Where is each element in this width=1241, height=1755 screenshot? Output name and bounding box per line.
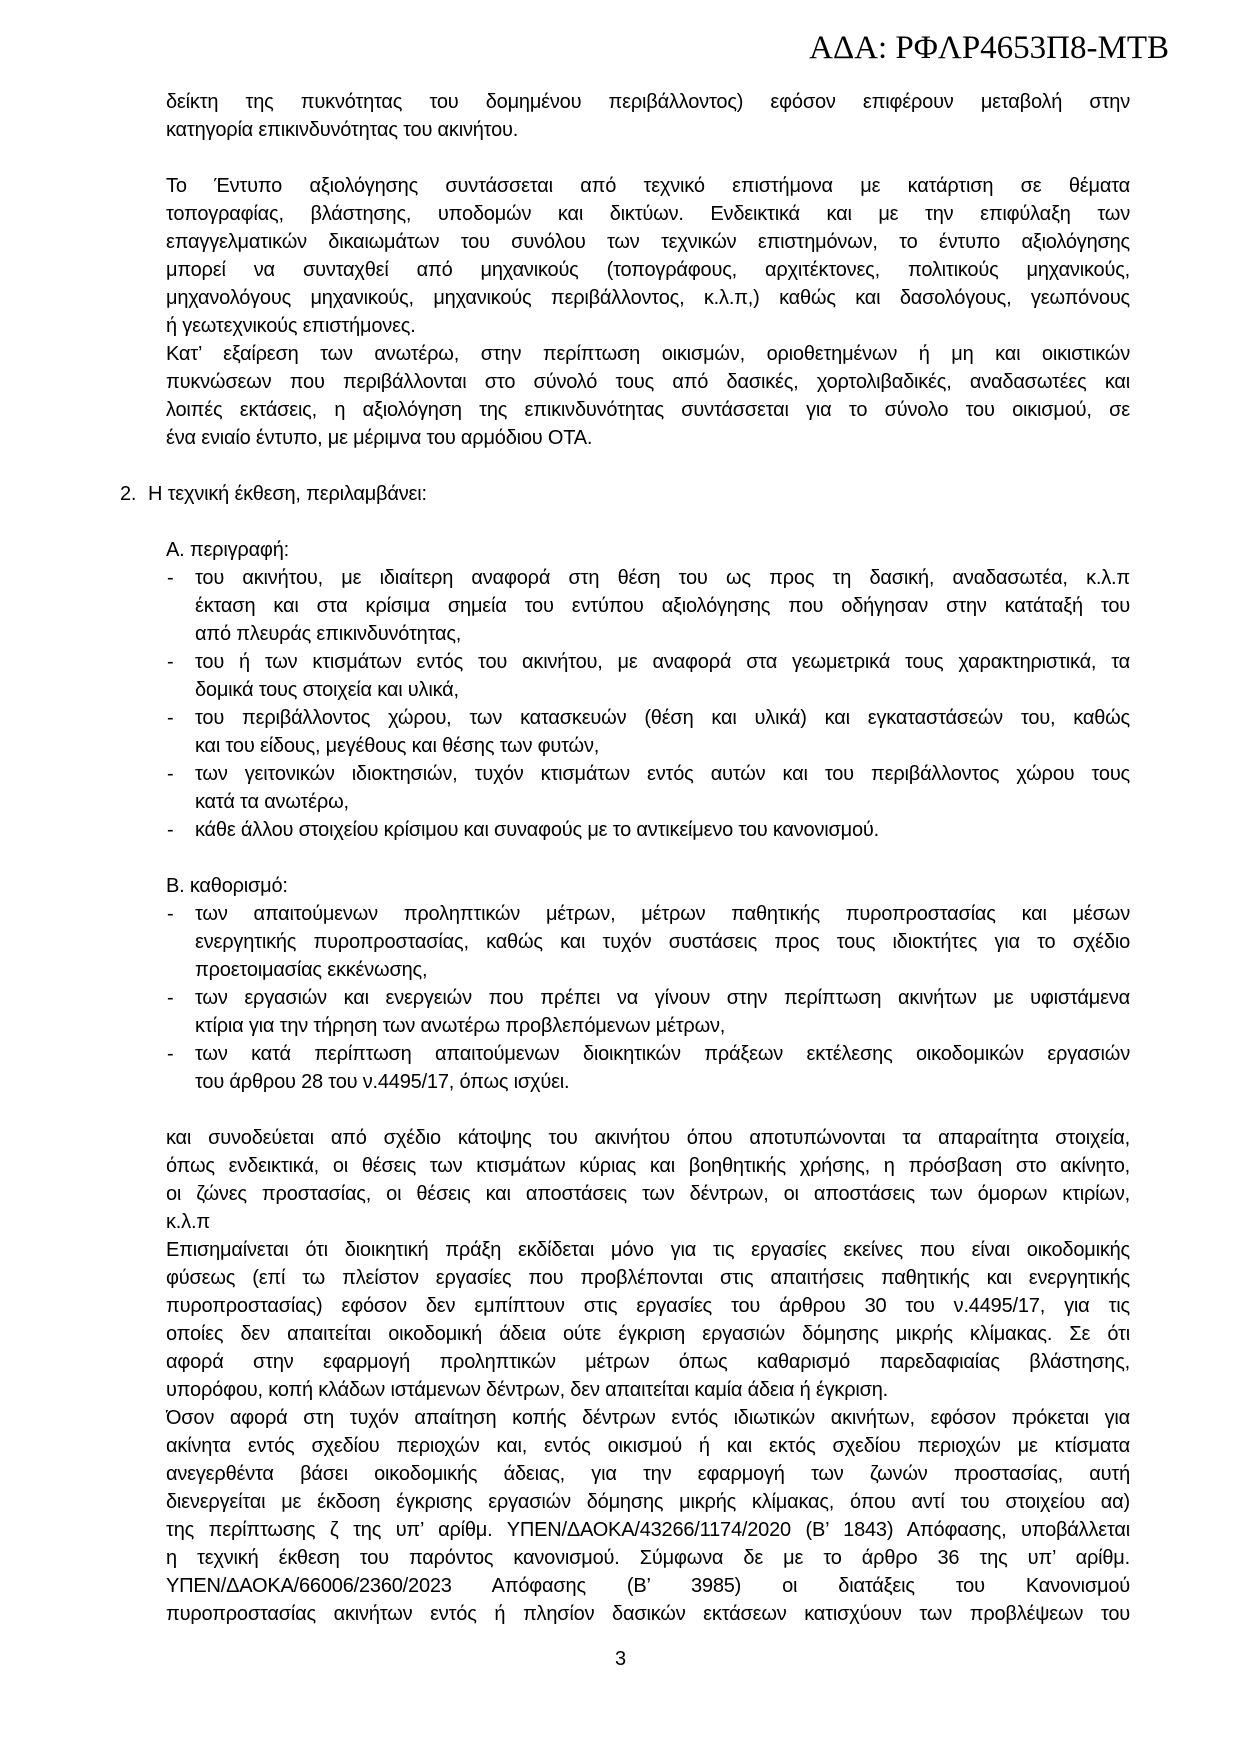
text-line: Β. καθορισμό: [166, 875, 288, 897]
paragraph-gap [166, 1096, 1130, 1124]
list-item [166, 984, 1130, 1040]
paragraph [166, 172, 1130, 340]
text-line: οποίες δεν απαιτείται οικοδομική άδεια ούτε έγκριση εργασιών δόμησης μικρής κλίμακας. Σε ότι [166, 1323, 1130, 1345]
list-item [166, 704, 1130, 760]
text-line: Η τεχνική έκθεση, περιλαμβάνει: [148, 483, 427, 505]
bullet-dash: - [167, 567, 174, 589]
text-line: και του είδους, μεγέθους και θέσης των φυτών, [195, 735, 600, 757]
text-line: Όσον αφορά στη τυχόν απαίτηση κοπής δέντρων εντός ιδιωτικών ακινήτων, εφόσον πρόκεται για [166, 1407, 1130, 1429]
text-line: μηχανολόγους μηχανικούς, μηχανικούς περιβάλλοντος, κ.λ.π,) καθώς και δασολόγους, γεωπόνους [166, 287, 1130, 309]
bullet-dash: - [167, 819, 174, 841]
document-body [120, 88, 1130, 1628]
text-line: κτίρια για την τήρηση των ανωτέρω προβλεπόμενων μέτρων, [195, 1015, 726, 1037]
text-line: του άρθρου 28 του ν.4495/17, όπως ισχύει. [195, 1071, 570, 1093]
text-line: τοπογραφίας, βλάστησης, υποδομών και δικτύων. Ενδεικτικά και με την επιφύλαξη των [166, 203, 1130, 225]
text-line: κατά τα ανωτέρω, [195, 791, 349, 813]
text-line: Κατ’ εξαίρεση των ανωτέρω, στην περίπτωση οικισμών, οριοθετημένων ή μη και οικιστικών [166, 343, 1130, 365]
text-line: η τεχνική έκθεση του παρόντος κανονισμού. Σύμφωνα δε με το άρθρο 36 της υπ’ αρίθμ. [166, 1547, 1130, 1569]
text-line: κατηγορία επικινδυνότητας του ακινήτου. [166, 119, 519, 141]
list-item [166, 564, 1130, 648]
text-line: των εργασιών και ενεργειών που πρέπει να γίνουν στην περίπτωση ακινήτων με υφιστάμενα [195, 987, 1130, 1009]
text-line: κάθε άλλου στοιχείου κρίσιμου και συναφούς με το αντικείμενο του κανονισμού. [195, 819, 880, 841]
text-line: ή γεωτεχνικούς επιστήμονες. [166, 315, 416, 337]
text-line: υπορόφου, κοπή κλάδων ιστάμενων δέντρων, δεν απαιτείται καμία άδεια ή έγκριση. [166, 1379, 889, 1401]
bullet-dash: - [167, 987, 174, 1009]
text-line: επαγγελματικών δικαιωμάτων του συνόλου των τεχνικών επιστημόνων, το έντυπο αξιολόγησης [166, 231, 1130, 253]
list-item [166, 900, 1130, 984]
paragraph-gap [166, 144, 1130, 172]
paragraph [166, 1236, 1130, 1404]
text-line: μπορεί να συνταχθεί από μηχανικούς (τοπογράφους, αρχιτέκτονες, πολιτικούς μηχανικούς, [166, 259, 1130, 281]
paragraph [166, 340, 1130, 452]
bullet-dash: - [167, 763, 174, 785]
text-line: πυροπροστασίας ακινήτων εντός ή πλησίον δασικών εκτάσεων κατισχύουν των προβλέψεων του [166, 1603, 1130, 1625]
paragraph [166, 1404, 1130, 1628]
text-line: των απαιτούμενων προληπτικών μέτρων, μέτρων παθητικής πυροπροστασίας και μέσων [195, 903, 1130, 925]
paragraph-gap [166, 508, 1130, 536]
text-line: ανεγερθέντα βάσει οικοδομικής άδειας, για την εφαρμογή των ζωνών προστασίας, αυτή [166, 1463, 1130, 1485]
list-number: 2. [120, 483, 137, 505]
page-number: 3 [614, 1648, 627, 1670]
list-item [166, 648, 1130, 704]
text-line: οι ζώνες προστασίας, οι θέσεις και αποστάσεις των δέντρων, οι αποστάσεις των όμορων κτιρίων, [166, 1183, 1130, 1205]
text-line: της περίπτωσης ζ της υπ’ αρίθμ. ΥΠΕΝ/ΔΑΟΚΑ/43266/1174/2020 (Β’ 1843) Απόφασης, υποβάλλεται [166, 1519, 1130, 1541]
text-line: δείκτη της πυκνότητας του δομημένου περιβάλλοντος) εφόσον επιφέρουν μεταβολή στην [166, 91, 1130, 113]
text-line: κ.λ.π [166, 1211, 210, 1233]
text-line: ενεργητικής πυροπροστασίας, καθώς και τυχόν συστάσεις προς τους ιδιοκτήτες για το σχέδιο [195, 931, 1130, 953]
text-line: από πλευράς επικινδυνότητας, [195, 623, 462, 645]
paragraph-gap [166, 844, 1130, 872]
text-line: διενεργείται με έκδοση έγκρισης εργασιών δόμησης μικρής κλίμακας, όπου αντί του στοιχείου αα) [166, 1491, 1130, 1513]
text-line: ακίνητα εντός σχεδίου περιοχών και, εντός οικισμού ή και εκτός σχεδίου περιοχών με κτίσματα [166, 1435, 1130, 1457]
text-line: του ή των κτισμάτων εντός του ακινήτου, με αναφορά στα γεωμετρικά τους χαρακτηριστικά, τα [195, 651, 1130, 673]
text-line: πυροπροστασίας) εφόσον δεν εμπίπτουν στις εργασίες του άρθρου 30 του ν.4495/17, για τις [166, 1295, 1130, 1317]
text-line: φύσεως (επί τω πλείστον εργασίες που προβλέπονται στις απαιτήσεις παθητικής και ενεργητικής [166, 1267, 1130, 1289]
text-line: ένα ενιαίο έντυπο, με μέριμνα του αρμόδιου ΟΤΑ. [166, 427, 593, 449]
text-line: του ακινήτου, με ιδιαίτερη αναφορά στη θέση του ως προς τη δασική, αναδασωτέα, κ.λ.π [195, 567, 1130, 589]
section-heading [166, 872, 1130, 900]
bullet-dash: - [167, 903, 174, 925]
list-item [166, 1040, 1130, 1096]
text-line: ΥΠΕΝ/ΔΑΟΚΑ/66006/2360/2023 Απόφασης (Β’ 3985) οι διατάξεις του Κανονισμού [166, 1575, 1130, 1597]
text-line: όπως ενδεικτικά, οι θέσεις των κτισμάτων κύριας και βοηθητικής χρήσης, η πρόσβαση στο ακίνητο, [166, 1155, 1130, 1177]
text-line: δομικά τους στοιχεία και υλικά, [195, 679, 459, 701]
ada-code-header: ΑΔΑ: ΡΦΛΡ4653Π8-ΜΤΒ [809, 30, 1169, 66]
text-line: των κατά περίπτωση απαιτούμενων διοικητικών πράξεων εκτέλεσης οικοδομικών εργασιών [195, 1043, 1130, 1065]
text-line: έκταση και στα κρίσιμα σημεία του εντύπου αξιολόγησης που οδήγησαν στην κατάταξή του [195, 595, 1130, 617]
text-line: και συνοδεύεται από σχέδιο κάτοψης του ακινήτου όπου αποτυπώνονται τα απαραίτητα στοιχεία, [166, 1127, 1130, 1149]
bullet-dash: - [167, 1043, 174, 1065]
paragraph-gap [166, 452, 1130, 480]
list-item [166, 760, 1130, 816]
list-item [166, 816, 1130, 844]
text-line: πυκνώσεων που περιβάλλονται στο σύνολό τους από δασικές, χορτολιβαδικές, αναδασωτέες και [166, 371, 1130, 393]
section-heading [166, 536, 1130, 564]
text-line: αφορά στην εφαρμογή προληπτικών μέτρων όπως καθαρισμό παρεδαφιαίας βλάστησης, [166, 1351, 1130, 1373]
text-line: Επισημαίνεται ότι διοικητική πράξη εκδίδεται μόνο για τις εργασίες εκείνες που είναι οικοδομικής [166, 1239, 1130, 1261]
text-line: του περιβάλλοντος χώρου, των κατασκευών (θέση και υλικά) και εγκαταστάσεών του, καθώς [195, 707, 1130, 729]
text-line: λοιπές εκτάσεις, η αξιολόγηση της επικινδυνότητας συντάσσεται για το σύνολο του οικισμού, σε [166, 399, 1130, 421]
numbered-item [120, 480, 1130, 508]
text-line: προετοιμασίας εκκένωσης, [195, 959, 428, 981]
text-line: των γειτονικών ιδιοκτησιών, τυχόν κτισμάτων εντός αυτών και του περιβάλλοντος χώρου τους [195, 763, 1130, 785]
bullet-dash: - [167, 651, 174, 673]
text-line: Το Έντυπο αξιολόγησης συντάσσεται από τεχνικό επιστήμονα με κατάρτιση σε θέματα [166, 175, 1130, 197]
paragraph [166, 1124, 1130, 1236]
bullet-dash: - [167, 707, 174, 729]
text-line: Α. περιγραφή: [166, 539, 289, 561]
paragraph [166, 88, 1130, 144]
